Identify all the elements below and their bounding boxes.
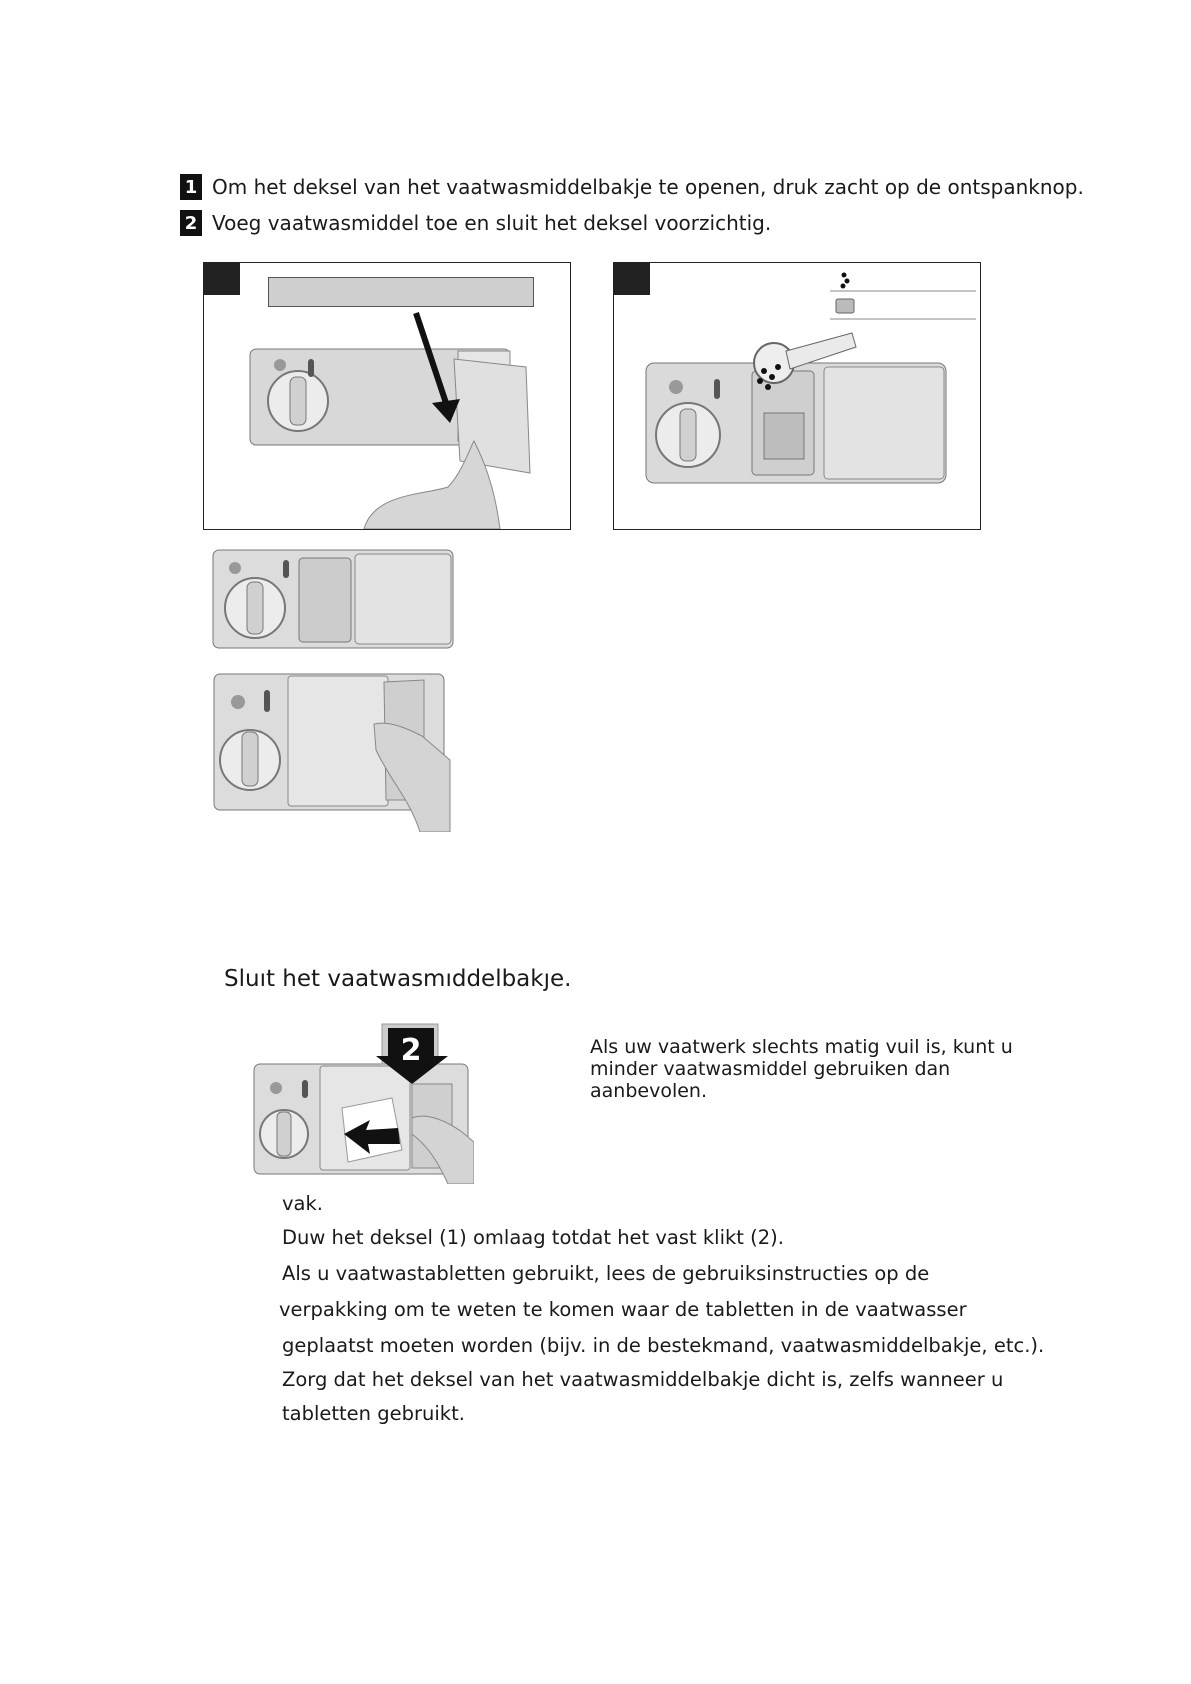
body-line-6: Zorg dat het deksel van het vaatwasmiddelbakje dicht is, zelfs wanneer u [282, 1368, 1004, 1391]
usage-note: Als uw vaatwerk slechts matig vuil is, kunt u minder vaatwasmiddel gebruiken dan aanbevolen. [590, 1036, 1013, 1102]
body-line-5: geplaatst moeten worden (bijv. in de bestekmand, vaatwasmiddelbakje, etc.). [282, 1334, 1045, 1357]
step-number-badge: 1 [180, 174, 202, 200]
body-line-4: verpakking om te weten te komen waar de tabletten in de vaatwasser [279, 1298, 967, 1321]
dispenser-open-illustration [204, 263, 570, 529]
tablet-icon [836, 299, 854, 313]
instruction-step-2 [180, 210, 771, 236]
figure-add-detergent [613, 262, 981, 530]
body-line-2: Duw het deksel (1) omlaag totdat het vast klikt (2). [282, 1226, 784, 1249]
body-line-3: Als u vaatwastabletten gebruikt, lees de gebruiksinstructies op de [282, 1262, 930, 1285]
step-text: Voeg vaatwasmiddel toe en sluit het deksel voorzichtig. [212, 211, 772, 235]
figure-close-lid-push [252, 1022, 474, 1184]
figure-open-lid [203, 262, 571, 530]
figure-dispenser-open-compartment [195, 546, 465, 654]
figure-dispenser-closing-lid [210, 670, 454, 832]
section-heading: Sluıt het vaatwasmıddelbakȷe. [224, 966, 572, 992]
dispenser-add-detergent-illustration [614, 263, 980, 529]
powder-icon [841, 273, 850, 289]
step-text: Om het deksel van het vaatwasmiddelbakje te openen, druk zacht op de ontspanknop. [212, 175, 1084, 199]
body-line-7: tabletten gebruikt. [282, 1402, 465, 1425]
body-line-1: vak. [282, 1192, 323, 1215]
step-2-graphic-number: 2 [400, 1033, 422, 1068]
instruction-step-1 [180, 174, 1084, 200]
step-number-badge: 2 [180, 210, 202, 236]
